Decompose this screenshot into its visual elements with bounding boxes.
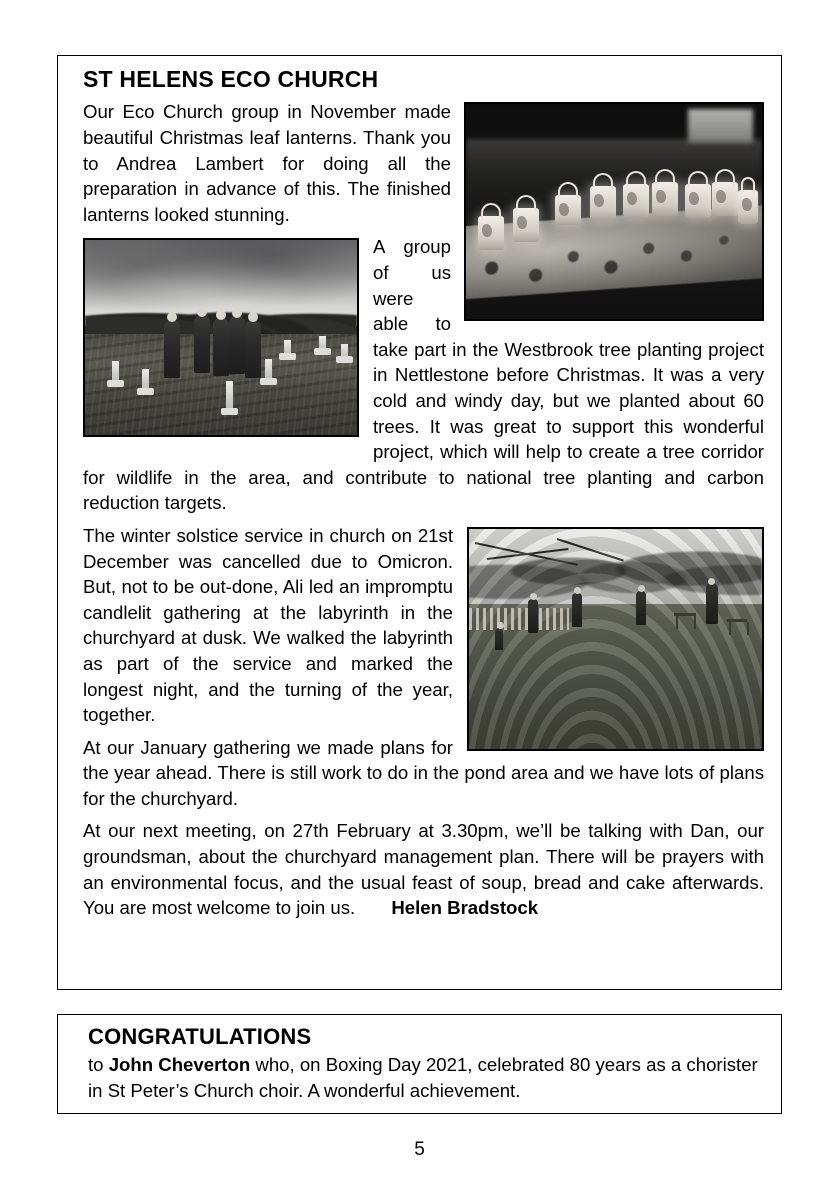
labyrinth-fence bbox=[469, 608, 569, 630]
congratulations-title: CONGRATULATIONS bbox=[88, 1024, 312, 1049]
person-figure bbox=[528, 599, 538, 633]
person-figure bbox=[245, 320, 261, 378]
congratulations-name: John Cheverton bbox=[108, 1054, 251, 1076]
tree-guard bbox=[319, 336, 326, 351]
person-figure bbox=[706, 584, 718, 624]
tree-planting-photo bbox=[83, 238, 359, 437]
lantern-item bbox=[738, 190, 758, 224]
person-figure bbox=[213, 318, 229, 376]
tree-guard bbox=[112, 361, 119, 383]
lantern-item bbox=[555, 195, 581, 225]
article-paragraph-3: The winter solstice service in church on 21st December was cancelled due to Omicron. But, not to be out-done, Ali led an impromptu candlelit gathering at the labyrinth in the churchyard at dusk. We walked the labyrinth as part of the service and marked the longest night, and the turning of the year, together. bbox=[83, 524, 453, 726]
page-number: 5 bbox=[414, 1139, 425, 1160]
person-figure bbox=[572, 593, 582, 627]
congratulations-box bbox=[57, 1014, 782, 1114]
article-paragraph-4: At our January gathering we made plans for the year ahead. There is still work to do in the pond area and we have lots of plans for the churchyard. bbox=[83, 736, 764, 809]
garden-table bbox=[727, 619, 747, 622]
lanterns-photo bbox=[464, 102, 764, 321]
eco-church-article-box bbox=[57, 55, 782, 990]
congratulations-text bbox=[88, 1052, 761, 1103]
tree-guard bbox=[142, 369, 149, 391]
article-paragraph-5 bbox=[83, 818, 764, 920]
lantern-item bbox=[513, 208, 539, 242]
article-paragraph-5-text: At our next meeting, on 27th February at 3.30pm, we’ll be talking with Dan, our groundsman, about the churchyard management plan. There will be prayers with an environmental focus, and the usual feast of soup, bread and cake afterwards. You are most welcome to join us. bbox=[83, 820, 764, 919]
article-paragraph-2: A group of us were able to take part in the Westbrook tree planting project in Nettlestone before Christmas. It was a very cold and windy day, but we planted about 60 trees. It was great to support this wonderful project, which will help to create a tree corridor for wildlife in the area, and contribute to national tree planting and carbon reduction targets. bbox=[83, 236, 764, 514]
person-figure bbox=[229, 316, 245, 374]
congratulations-text-after: who, on Boxing Day 2021, celebrated 80 years as a chorister in St Peter’s Church choir. A wonderful achievement. bbox=[88, 1054, 758, 1101]
labyrinth-photo-content bbox=[469, 529, 762, 749]
lantern-item bbox=[478, 216, 504, 250]
tree-guard bbox=[265, 359, 272, 381]
garden-table bbox=[674, 613, 696, 616]
person-figure bbox=[164, 320, 180, 378]
tree-planting-photo-content bbox=[85, 240, 357, 435]
page-title: ST HELENS ECO CHURCH bbox=[83, 66, 379, 92]
person-figure bbox=[495, 628, 503, 650]
tree-guard bbox=[341, 344, 348, 359]
article-byline: Helen Bradstock bbox=[391, 897, 539, 919]
lantern-item bbox=[652, 182, 678, 216]
lantern-item bbox=[712, 182, 738, 216]
labyrinth-path bbox=[469, 529, 762, 749]
lantern-item bbox=[590, 186, 616, 220]
person-figure bbox=[636, 591, 646, 625]
congratulations-text-before: to bbox=[88, 1054, 109, 1076]
lantern-item bbox=[623, 184, 649, 218]
article-paragraph-1: Our Eco Church group in November made beautiful Christmas leaf lanterns. Thank you to Andrea Lambert for doing all the preparation in advance of this. The finished lanterns looked stunning. bbox=[83, 101, 451, 225]
tree-guard bbox=[284, 340, 291, 356]
lantern-item bbox=[685, 184, 711, 218]
person-figure bbox=[194, 315, 210, 373]
lanterns-photo-content bbox=[466, 104, 762, 319]
labyrinth-photo bbox=[467, 527, 764, 751]
tree-guard bbox=[226, 381, 233, 411]
article-body bbox=[83, 99, 764, 920]
